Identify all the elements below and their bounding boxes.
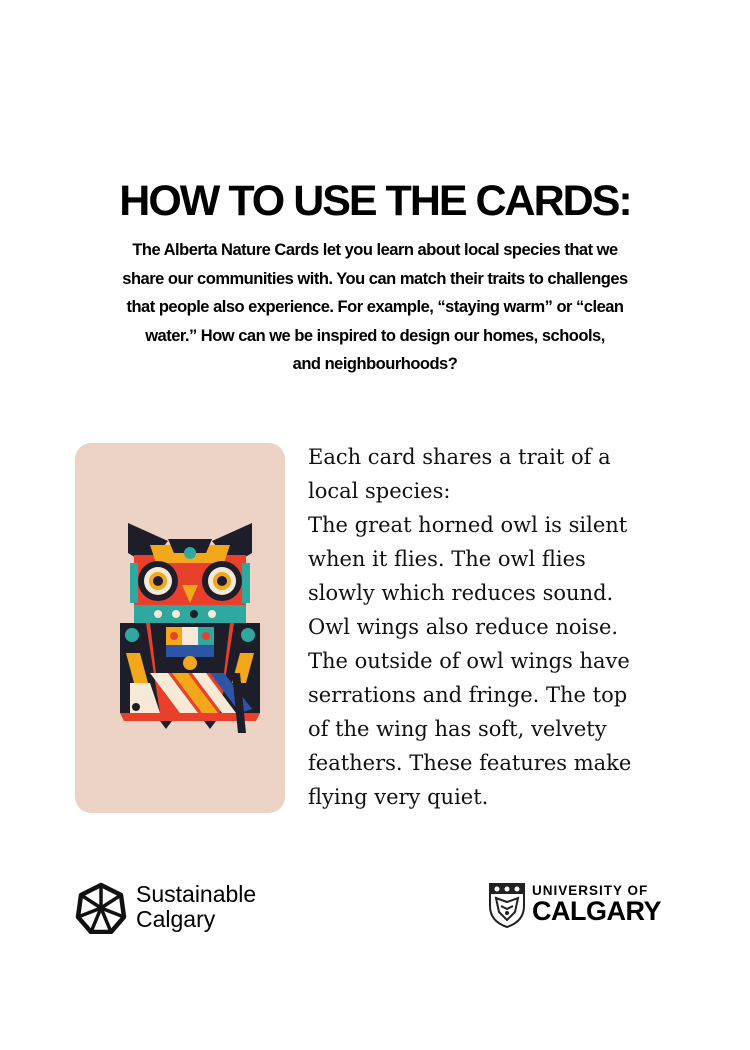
university-crest-icon [488, 882, 526, 928]
intro-line: share our communities with. You can match their traits to challenges [122, 269, 628, 288]
intro-line: and neighbourhoods? [292, 355, 458, 373]
logo-text-line: Sustainable [136, 881, 257, 907]
description-line: when it flies. The owl flies [308, 547, 586, 571]
description-line: of the wing has soft, velvety [308, 717, 607, 741]
description-line: The outside of owl wings have [308, 649, 630, 673]
sustainable-calgary-wordmark [136, 882, 256, 932]
description-line: feathers. These features make [308, 751, 632, 775]
nature-card [75, 443, 285, 813]
intro-paragraph [75, 236, 675, 379]
description-line: The great horned owl is silent [308, 513, 628, 537]
description-line: flying very quiet. [308, 785, 489, 809]
card-description [308, 440, 683, 814]
description-line: Owl wings also reduce noise. [308, 615, 619, 639]
geometric-owl-illustration [120, 523, 260, 733]
logo-text-line: Calgary [136, 906, 216, 932]
intro-line: water.” How can we be inspired to design our homes, schools, [145, 326, 605, 345]
description-line: slowly which reduces sound. [308, 581, 614, 605]
description-line: Each card shares a trait of a [308, 445, 611, 469]
description-line: local species: [308, 479, 451, 503]
intro-line: that people also experience. For example, “staying warm” or “clean [126, 298, 624, 316]
logo-text-line: CALGARY [532, 896, 661, 926]
description-line: serrations and fringe. The top [308, 683, 628, 707]
intro-line: The Alberta Nature Cards let you learn about local species that we [132, 241, 618, 259]
university-wordmark [532, 883, 661, 924]
sustainable-calgary-logo-icon [75, 882, 127, 934]
logo-text-line: UNIVERSITY OF [532, 883, 649, 898]
page-title: HOW TO USE THE CARDS: [119, 177, 631, 225]
